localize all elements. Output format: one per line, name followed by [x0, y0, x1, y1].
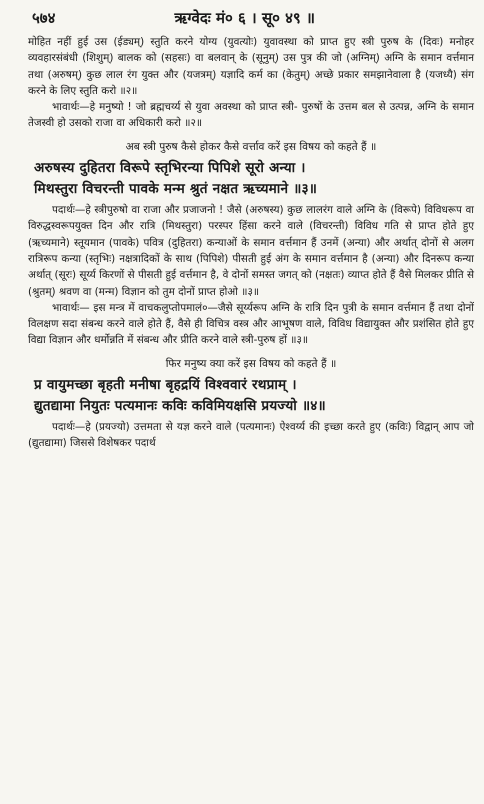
commentary-continuation: [28, 34, 474, 99]
text-line: भावार्थः— इस मन्त्र में वाचकलुप्तोपमालं०—जैसे सूर्य्यरूप अग्नि: [52, 301, 290, 314]
text-line: पुरुषों के उत्तम बल से उत्पन्न, अग्नि के समान तेजस्वी हो उसको राजा: [28, 101, 474, 130]
verse-reference: ऋग्वेदः मं० ६ । सू० ४९ ॥: [174, 9, 315, 27]
mantra-verse: [34, 158, 474, 200]
text-line: पदार्थः—हे स्त्रीपुरुषो वा राजा और प्रजाजनो ! जैसे (अरुषस्य) कुछ: [52, 204, 303, 217]
mantra-line: प्र वायुमच्छा बृहती मनीषा बृहद्रयिं विश्ववारं रथप्राम् ।: [34, 377, 297, 394]
mantra-line: द्युतद्यामा नियुतः पत्यमानः कविः कविमियक्षसि प्रयज्यो ॥४॥: [34, 398, 326, 415]
bhavartha-paragraph: [28, 99, 474, 132]
text-line: और प्रीति करने वाले स्त्री-पुरुष हों ॥३॥: [162, 334, 309, 347]
page-number: ५७४: [32, 9, 56, 27]
text-line: के रात्रि दिन पुत्री के समान वर्त्तमान हैं तथा दोनों विलक्षण सदा संबन्ध: [28, 301, 474, 331]
padartha-paragraph: [28, 419, 474, 452]
text-line: भावार्थः—हे मनुष्यो ! जो ब्रह्मचर्य्य से युवा अवस्था को प्राप्त स्त्री-: [52, 101, 298, 114]
padartha-paragraph: [28, 202, 474, 300]
page-body: [28, 34, 474, 452]
text-line: को तुम दोनों प्राप्त होओ ॥३॥: [148, 285, 260, 298]
text-line: (ऋच्यमाने) स्तूयमान (पावके) पवित्र (दुहितरा) कन्याओं के समान वर्त्तमान हैं: [28, 236, 317, 249]
text-line: पदार्थः—हे (प्रयज्यो) उत्तमता से यज्ञ करने वाले (पत्यमानः) ऐश्वर्य्य की: [52, 421, 320, 434]
text-line: साथ (पिपिशे) पीसती हुई अंग के समान वर्त्तमान है (अन्या) और दिनरूप कन्या: [175, 252, 474, 265]
text-line: (नक्षतः) व्याप्त होते हैं वैसे मिलकर प्रीति से (श्रुतम्) श्रवण वा (मन्म) विज्ञान: [28, 269, 474, 298]
text-line: उनमें (अन्या) और अर्थात् दोनों से अलग रात्रिरूप कन्या (स्तृभिः) नक्षत्रादिकों के: [28, 236, 474, 265]
page-header: [32, 8, 474, 28]
mantra-verse: [34, 375, 474, 417]
text-line: विद्यायुक्त और प्रशंसित होते हुए विद्या विज्ञान और धर्मोन्नति में संबन्ध: [28, 318, 474, 347]
text-line: (अरुषम्) कुछ लाल रंग युक्त और (यजत्रम्) यज्ञादि कर्म का (केतुम्) अच्छे प्रकार: [47, 68, 359, 81]
text-line: समझानेवाला है (यजध्यै) संग करने के लिए स्तुति करो ॥२॥: [28, 68, 474, 97]
text-line: (मिथस्तुरा) परस्पर हिंसा करने वाले (विचरन्ती) विविध गति से प्राप्त होते हुए: [161, 220, 474, 233]
text-line: अर्थात् (सूरः) सूर्य्य किरणों से पीसती हुई वर्त्तमान है, वे दोनों समस्त जगत् को: [28, 269, 312, 282]
section-intro: फिर मनुष्य क्या करें इस विषय को कहते हैं ॥: [165, 357, 337, 370]
bhavartha-paragraph: [28, 300, 474, 349]
text-line: हुए स्त्री पुरुष के (दिवः) मनोहर व्यवहारसंबंधी (शिशुम्) बालक को (सहसः) वा: [28, 36, 474, 65]
mantra-line: अरुषस्य दुहितरा विरूपे स्तृभिरन्या पिपिशे सूरो अन्या ।: [34, 160, 306, 177]
text-line: बलवान् के (सूनुम्) उस पुत्र की जो (अग्निम्) अग्नि के समान वर्त्तमान तथा: [28, 52, 474, 81]
text-line: मोहित नहीं हुई उस (ईड्यम्) स्तुति करने योग्य (युवत्योः) युवावस्था को प्राप्त: [28, 36, 338, 48]
text-line: लालरंग वाले अग्नि के (विरूपे) विविधरूप वा विरुद्धस्वरूपयुक्त दिन और रात्रि: [28, 204, 475, 233]
text-line: इच्छा करते हुए (कविः) विद्वान् आप जो (द्युतद्यामा) जिससे विशेषकर पदार्थ: [28, 421, 474, 450]
mantra-line: मिथस्तुरा विचरन्ती पावके मन्म श्रुतं नक्षत ऋच्यमाने ॥३॥: [34, 181, 318, 198]
section-intro: अब स्त्री पुरुष कैसे होकर कैसे वर्त्ताव करें इस विषय को कहते हैं ॥: [125, 140, 377, 153]
text-line: वा अधिकारी करो ॥२॥: [116, 117, 203, 130]
text-line: करने वाले होते हैं, वैसे ही विचित्र वस्त्र और आभूषण वाले, विविध: [106, 318, 352, 331]
